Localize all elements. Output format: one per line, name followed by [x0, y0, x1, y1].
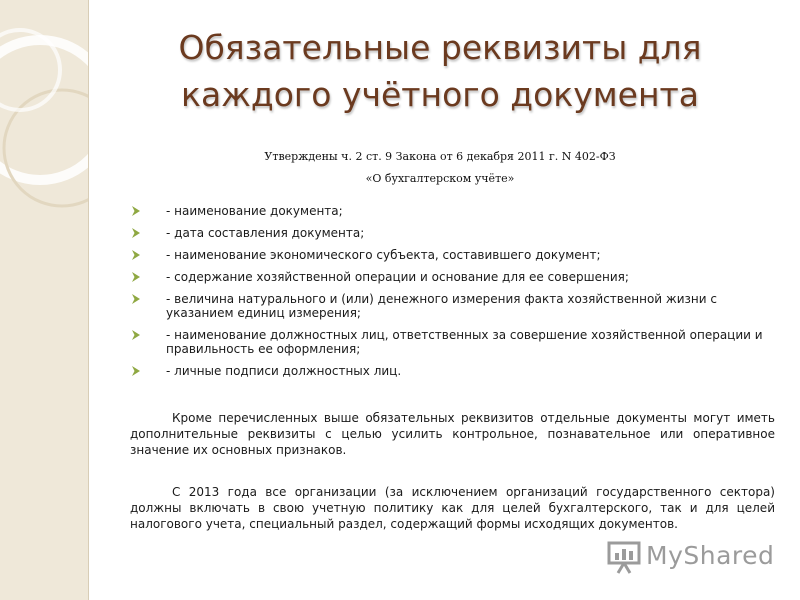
requisite-text: - наименование экономического субъекта, составившего документ; — [166, 248, 601, 262]
list-item — [130, 292, 780, 320]
arrow-bullet-icon — [130, 329, 142, 341]
list-item — [130, 248, 780, 262]
decorative-circles — [0, 0, 88, 600]
title-line-2: каждого учётного документа — [181, 75, 699, 114]
arrow-bullet-icon — [130, 227, 142, 239]
paragraph-additional-requisites: Кроме перечисленных выше обязательных реквизитов отдельные документы могут иметь дополнительные реквизиты с целью усилить контрольное, познавательное или оперативное значение их основных признаков. — [130, 411, 775, 457]
paragraph-accounting-policy: С 2013 года все организации (за исключением организаций государственного сектора) должны включать в свою учетную политику как для целей бухгалтерского, так и для целей налогового учета, специальный раздел, содержащий формы исходящих документов. — [130, 485, 775, 531]
arrow-bullet-icon — [130, 293, 142, 305]
subtitle-line-2: «О бухгалтерском учёте» — [365, 172, 515, 185]
arrow-bullet-icon — [130, 249, 142, 261]
list-item — [130, 204, 780, 218]
title-line-1: Обязательные реквизиты для — [178, 28, 702, 67]
requisites-list — [130, 204, 780, 386]
list-item — [130, 364, 780, 378]
requisite-text: - содержание хозяйственной операции и основание для ее совершения; — [166, 270, 629, 284]
list-item — [130, 270, 780, 284]
subtitle-line-1: Утверждены ч. 2 ст. 9 Закона от 6 декабря 2011 г. N 402-ФЗ — [264, 150, 616, 163]
watermark-text: MyShared — [646, 541, 775, 570]
requisite-text: - дата составления документа; — [166, 226, 365, 240]
arrow-bullet-icon — [130, 271, 142, 283]
subtitle — [120, 146, 760, 190]
list-item — [130, 328, 780, 356]
arrow-bullet-icon — [130, 205, 142, 217]
arrow-bullet-icon — [130, 365, 142, 377]
requisite-text: - наименование должностных лиц, ответственных за совершение хозяйственной операции и правильность ее оформления; — [166, 328, 763, 356]
watermark — [606, 537, 775, 577]
requisite-text: - величина натурального и (или) денежного измерения факта хозяйственной жизни с указанием единиц измерения; — [166, 292, 717, 320]
decorative-sidebar — [0, 0, 89, 600]
slide-title — [120, 24, 760, 118]
requisite-text: - наименование документа; — [166, 204, 343, 218]
requisite-text: - личные подписи должностных лиц. — [166, 364, 402, 378]
list-item — [130, 226, 780, 240]
presentation-board-icon — [606, 539, 642, 575]
